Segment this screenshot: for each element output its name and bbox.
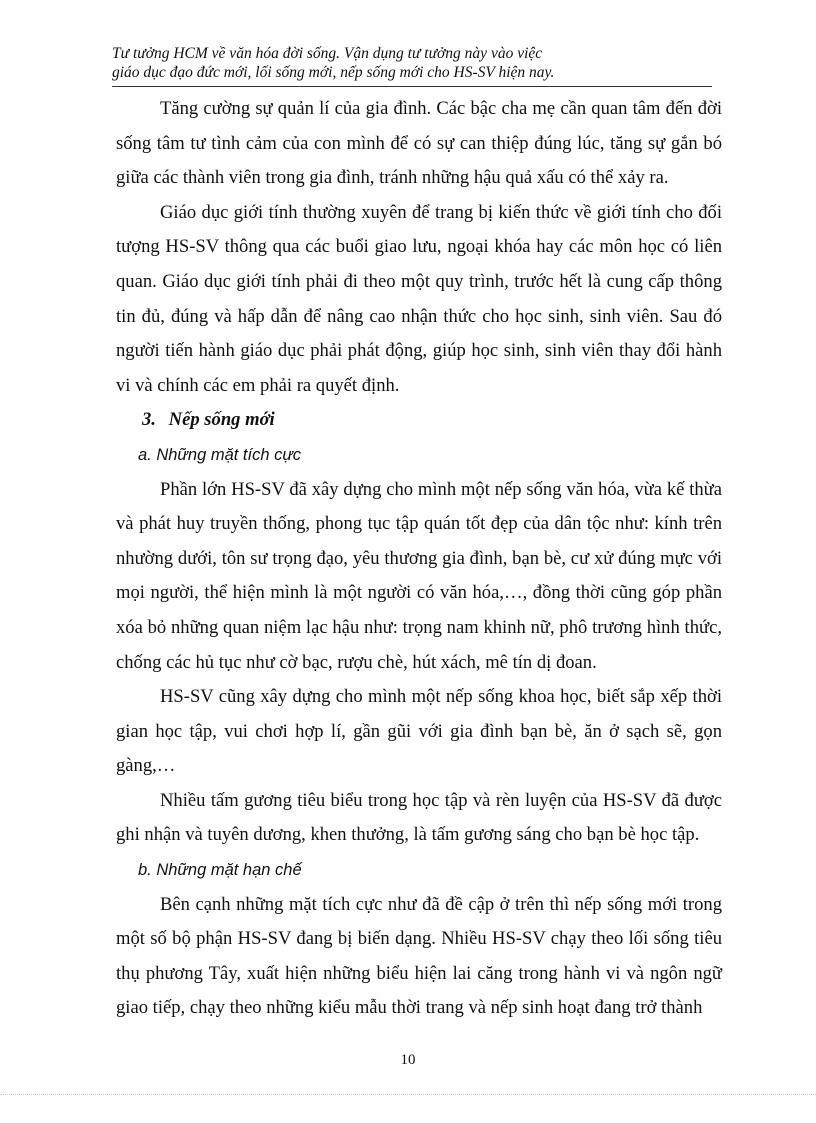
body-text (116, 92, 722, 1026)
header-line-1: Tư tưởng HCM về văn hóa đời sống. Vận dụng tư tưởng này vào việc (112, 45, 543, 62)
subheading-positive: a. Những mặt tích cực (138, 445, 302, 464)
paragraph-cultural-lifestyle: Phần lớn HS-SV đã xây dựng cho mình một nếp sống văn hóa, vừa kế thừa và phát huy truyền thống, phong tục tập quán tốt đẹp của dân tộc như: kính trên nhường dưới, tôn sư trọng đạo, yêu thương gia đình, bạn bè, cư xử đúng mực với mọi người, thể hiện mình là một người có văn hóa,…, đồng thời cũng góp phần xóa bỏ những quan niệm lạc hậu như: trọng nam khinh nữ, phô trương hình thức, chống các hủ tục như cờ bạc, rượu chè, hút xách, mê tín dị đoan. (116, 478, 722, 673)
subheading-limitations: b. Những mặt hạn chế (138, 861, 302, 880)
paragraph-family-management: Tăng cường sự quản lí của gia đình. Các bậc cha mẹ cần quan tâm đến đời sống tâm tư tình cảm của con mình để có sự can thiệp đúng lúc, tăng sự gắn bó giữa các thành viên trong gia đình, tránh những hậu quả xấu có thể xảy ra. (116, 98, 722, 189)
paragraph-limitations: Bên cạnh những mặt tích cực như đã đề cập ở trên thì nếp sống mới trong một số bộ phận HS-SV đang bị biến dạng. Nhiều HS-SV chạy theo lối sống tiêu thụ phương Tây, xuất hiện những biểu hiện lai căng trong hành vi và ngôn ngữ giao tiếp, chạy theo những kiểu mẫu thời trang và nếp sinh hoạt đang trở thành (116, 893, 722, 1019)
running-header (112, 44, 712, 87)
paragraph-role-models: Nhiều tấm gương tiêu biểu trong học tập và rèn luyện của HS-SV đã được ghi nhận và tuyên dương, khen thưởng, là tấm gương sáng cho bạn bè học tập. (116, 789, 722, 846)
header-line-2: giáo dục đạo đức mới, lối sống mới, nếp sống mới cho HS-SV hiện nay. (112, 64, 555, 81)
paragraph-sex-education: Giáo dục giới tính thường xuyên để trang bị kiến thức về giới tính cho đối tượng HS-SV thông qua các buổi giao lưu, ngoại khóa hay các môn học có liên quan. Giáo dục giới tính phải đi theo một quy trình, trước hết là cung cấp thông tin đủ, đúng và hấp dẫn để nâng cao nhận thức cho học sinh, sinh viên. Sau đó người tiến hành giáo dục phải phát động, giúp học sinh, sinh viên thay đổi hành vi và chính các em phải ra quyết định. (116, 201, 722, 396)
page-number: 10 (400, 1052, 416, 1068)
section-title: Nếp sống mới (168, 409, 275, 431)
section-heading (116, 403, 722, 438)
section-number: 3. (142, 409, 156, 431)
paragraph-scientific-lifestyle: HS-SV cũng xây dựng cho mình một nếp sống khoa học, biết sắp xếp thời gian học tập, vui chơi hợp lí, gần gũi với gia đình bạn bè, ăn ở sạch sẽ, gọn gàng,… (116, 686, 722, 777)
page-bottom-divider (0, 1094, 816, 1095)
